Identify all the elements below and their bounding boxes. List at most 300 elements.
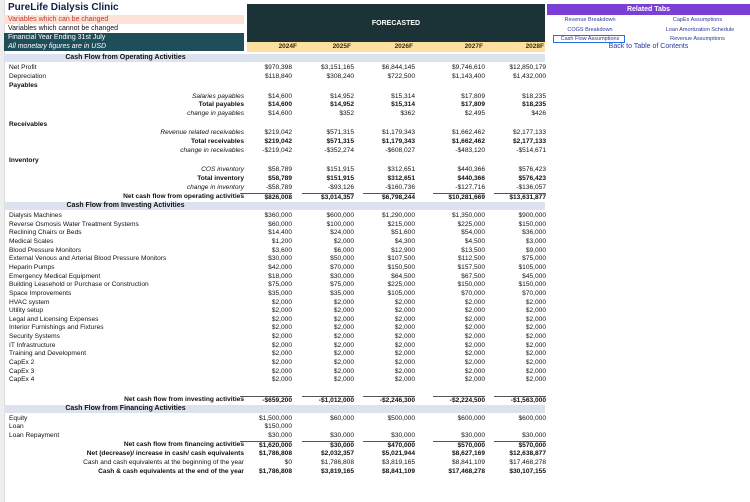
section-operating: Cash Flow from Operating Activities [4,54,545,62]
value-cell[interactable]: $150,000 [518,220,546,228]
row-label: Loan [9,423,24,430]
value-cell[interactable]: $440,366 [457,175,485,182]
row-label: Net Profit [9,64,37,71]
value-cell[interactable]: $2,000 [464,376,485,384]
row-label: Interior Furnishings and Fixtures [9,324,104,332]
value-cell[interactable]: $470,000 [363,441,415,450]
value-cell[interactable]: $35,000 [268,289,292,297]
value-cell[interactable]: $75,000 [522,255,546,263]
row-label: Utility setup [9,307,44,315]
value-cell[interactable]: $2,000 [271,359,292,367]
row-label: HVAC system [9,298,50,306]
table-row [0,450,750,458]
value-cell[interactable]: $151,915 [326,166,354,173]
value-cell[interactable]: $1,500,000 [258,415,292,422]
value-cell[interactable]: $1,786,808 [320,459,354,466]
value-cell[interactable]: $151,915 [326,175,354,182]
value-cell[interactable]: $157,500 [457,263,485,271]
value-cell[interactable]: -$659,200 [240,396,292,405]
table-row [0,376,750,384]
row-label: Total inventory [197,175,244,182]
value-cell[interactable]: -$352,274 [324,147,354,154]
value-cell[interactable]: $2,000 [333,298,354,306]
value-cell[interactable]: $1,786,808 [258,468,292,475]
value-cell[interactable]: $2,000 [464,324,485,332]
value-cell[interactable]: $362 [400,110,415,117]
value-cell[interactable]: $12,900 [391,246,415,254]
row-label: Legal and Licensing Expenses [9,315,99,323]
value-cell[interactable]: $10,281,669 [433,193,485,202]
value-cell[interactable]: -$483,120 [455,147,485,154]
row-label: Inventory [9,157,39,164]
value-cell[interactable]: -$136,057 [516,184,546,191]
value-cell[interactable]: $900,000 [518,212,546,219]
value-cell[interactable]: $1,179,343 [381,138,415,145]
value-cell[interactable]: $54,000 [461,229,485,237]
table-row [0,459,750,467]
value-cell[interactable]: $3,014,357 [302,193,354,202]
table-row [0,468,750,476]
value-cell[interactable]: $2,000 [525,333,546,341]
value-cell[interactable]: $2,000 [525,350,546,358]
value-cell[interactable]: $75,000 [330,281,354,289]
row-label: Net cash flow from financing activities [123,441,244,448]
value-cell[interactable]: $2,177,133 [512,138,546,145]
value-cell[interactable]: $2,000 [464,341,485,349]
value-cell[interactable]: $3,151,165 [320,64,354,71]
row-label: Blood Pressure Monitors [9,246,82,254]
value-cell[interactable]: $360,000 [264,212,292,219]
table-row [0,129,750,137]
tab-loan-amortization[interactable]: Loan Amortization Schedule [665,27,735,33]
year-2024: 2024F [278,43,297,50]
value-cell[interactable]: $600,000 [518,415,546,422]
value-cell[interactable]: $4,300 [394,237,415,245]
value-cell[interactable]: $215,000 [387,220,415,228]
value-cell[interactable]: $576,423 [518,166,546,173]
value-cell[interactable]: $2,000 [333,350,354,358]
table-row [0,229,750,237]
row-label: Salaries payables [191,93,244,100]
value-cell[interactable]: $60,000 [268,220,292,228]
back-to-contents-link[interactable]: Back to Table of Contents [608,43,689,50]
row-label: COS inventory [201,166,244,173]
value-cell[interactable]: $2,000 [333,333,354,341]
value-cell[interactable]: $1,620,000 [240,441,292,450]
value-cell[interactable]: $30,000 [268,432,292,439]
value-cell[interactable]: $150,500 [387,263,415,271]
table-row [0,255,750,263]
value-cell[interactable]: $45,000 [522,272,546,280]
clinic-title: PureLife Dialysis Clinic [8,2,119,13]
value-cell[interactable]: $2,000 [464,359,485,367]
table-row [0,82,750,90]
value-cell[interactable]: $2,000 [394,341,415,349]
value-cell[interactable]: $24,000 [330,229,354,237]
value-cell[interactable]: $107,500 [387,255,415,263]
value-cell[interactable]: $30,000 [302,441,354,450]
value-cell[interactable]: $312,651 [387,166,415,173]
row-label: Security Systems [9,333,60,341]
value-cell[interactable]: $2,000 [464,367,485,375]
value-cell[interactable]: $30,000 [268,255,292,263]
row-label: IT Infrastructure [9,341,56,349]
value-cell[interactable]: $1,290,000 [381,212,415,219]
table-row [0,64,750,72]
value-cell[interactable]: $2,000 [464,333,485,341]
value-cell[interactable]: $2,000 [333,367,354,375]
value-cell[interactable]: $440,366 [457,166,485,173]
value-cell[interactable]: $2,000 [525,376,546,384]
value-cell[interactable]: $2,000 [271,298,292,306]
year-2028: 2028F [525,43,544,50]
table-row [0,368,750,376]
value-cell[interactable]: $14,600 [268,101,292,108]
value-cell[interactable]: $14,952 [330,93,354,100]
value-cell[interactable]: $2,000 [464,298,485,306]
value-cell[interactable]: $6,798,244 [363,193,415,202]
value-cell[interactable]: $826,008 [240,193,292,202]
value-cell[interactable]: $2,177,133 [512,129,546,136]
value-cell[interactable]: $426 [531,110,546,117]
table-row [0,121,750,129]
row-label: CapEx 2 [9,359,35,367]
value-cell[interactable]: $3,819,165 [320,468,354,475]
value-cell[interactable]: $2,000 [271,333,292,341]
value-cell[interactable]: $112,500 [457,255,485,263]
value-cell[interactable]: $2,000 [333,324,354,332]
table-row [0,193,750,201]
forecast-header: FORECASTED [247,4,545,42]
tab-revenue-breakdown[interactable]: Revenue Breakdown [564,17,616,23]
value-cell[interactable]: $2,000 [464,307,485,315]
table-row [0,238,750,246]
row-label: Cash & cash equivalents at the end of the year [98,468,244,475]
value-cell[interactable]: -$127,716 [455,184,485,191]
value-cell[interactable]: $75,000 [268,281,292,289]
row-label: Medical Scales [9,237,54,245]
value-cell[interactable]: $2,000 [525,341,546,349]
row-label: Depreciation [9,73,47,80]
row-label: Net cash flow from operating activities [123,193,244,200]
row-label: Loan Repayment [9,432,60,439]
value-cell[interactable]: -$1,012,000 [302,396,354,405]
table-row [0,333,750,341]
section-investing: Cash Flow from Investing Activities [4,202,545,210]
table-row [0,281,750,289]
value-cell[interactable]: $571,315 [326,129,354,136]
row-label: External Venous and Arterial Blood Pressure Monitors [9,255,167,263]
value-cell[interactable]: $6,844,145 [381,64,415,71]
table-row [0,138,750,146]
value-cell[interactable]: $1,200 [271,237,292,245]
value-cell[interactable]: $13,631,877 [494,193,546,202]
value-cell[interactable]: $14,400 [268,229,292,237]
value-cell[interactable]: $15,314 [391,93,415,100]
row-label: Heparin Pumps [9,263,55,271]
table-row [0,264,750,272]
value-cell[interactable]: $150,000 [518,281,546,289]
value-cell[interactable]: $2,495 [464,110,485,117]
value-cell[interactable]: -$160,736 [385,184,415,191]
value-cell[interactable]: $70,000 [522,289,546,297]
value-cell[interactable]: $4,500 [464,237,485,245]
row-label: CapEx 4 [9,376,35,384]
value-cell[interactable]: $150,000 [457,281,485,289]
value-cell[interactable]: $3,000 [525,237,546,245]
value-cell[interactable]: $576,423 [518,175,546,182]
value-cell[interactable]: $219,042 [264,138,292,145]
value-cell[interactable]: $2,000 [271,324,292,332]
value-cell[interactable]: $2,000 [271,307,292,315]
value-cell[interactable]: $571,315 [326,138,354,145]
row-label: Payables [9,82,38,89]
value-cell[interactable]: $30,000 [330,272,354,280]
value-cell[interactable]: $570,000 [494,441,546,450]
year-2027: 2027F [464,43,483,50]
value-cell[interactable]: $2,000 [525,359,546,367]
value-cell[interactable]: $1,662,462 [451,129,485,136]
value-cell[interactable]: $30,000 [461,432,485,439]
table-row [0,359,750,367]
value-cell[interactable]: $600,000 [326,212,354,219]
table-row [0,290,750,298]
table-row [0,212,750,220]
value-cell[interactable]: $14,600 [268,93,292,100]
value-cell[interactable]: $308,240 [326,73,354,80]
table-row [0,93,750,101]
value-cell[interactable]: $225,000 [387,281,415,289]
table-row [0,342,750,350]
value-cell[interactable]: $0 [284,459,292,466]
value-cell[interactable]: $2,000 [333,341,354,349]
selected-cell-outline [553,35,625,43]
legend-fixed: Variables which cannot be changed [8,25,119,32]
value-cell[interactable]: $118,840 [264,73,292,80]
value-cell[interactable]: $2,000 [271,350,292,358]
row-label: Space Improvements [9,289,72,297]
value-cell[interactable]: $30,000 [391,432,415,439]
value-cell[interactable]: $60,000 [330,415,354,422]
value-cell[interactable]: $17,468,278 [509,459,546,466]
value-cell[interactable]: $2,000 [394,307,415,315]
value-cell[interactable]: $6,000 [333,246,354,254]
tab-cash-flow-assumptions[interactable]: Cash Flow Assumptions [560,36,620,42]
value-cell[interactable]: $1,179,343 [381,129,415,136]
row-label: change in receivables [180,147,244,154]
value-cell[interactable]: $14,600 [268,110,292,117]
value-cell[interactable]: $2,000 [394,359,415,367]
tab-cogs-breakdown[interactable]: COGS Breakdown [567,27,613,33]
value-cell[interactable]: $1,786,808 [258,450,292,457]
value-cell[interactable]: $18,235 [522,93,546,100]
value-cell[interactable]: $42,000 [268,263,292,271]
value-cell[interactable]: $51,600 [391,229,415,237]
tab-capex-assumptions[interactable]: CapEx Assumptions [672,17,723,23]
value-cell[interactable]: $12,850,179 [509,64,546,71]
value-cell[interactable]: $219,042 [264,129,292,136]
value-cell[interactable]: $2,000 [394,367,415,375]
value-cell[interactable]: $2,000 [271,367,292,375]
value-cell[interactable]: $8,841,109 [381,468,415,475]
value-cell[interactable]: $500,000 [387,415,415,422]
value-cell[interactable]: $13,500 [461,246,485,254]
table-row [0,147,750,155]
row-label: Cash and cash equivalents at the beginning of the year [83,459,244,466]
value-cell[interactable]: $17,809 [461,101,485,108]
table-row [0,247,750,255]
value-cell[interactable]: $2,000 [271,376,292,384]
table-row [0,324,750,332]
value-cell[interactable]: $58,789 [268,166,292,173]
value-cell[interactable]: $1,662,462 [451,138,485,145]
value-cell[interactable]: $8,627,169 [451,450,485,457]
value-cell[interactable]: $2,000 [333,307,354,315]
table-row [0,101,750,109]
value-cell[interactable]: $100,000 [326,220,354,228]
value-cell[interactable]: $17,809 [461,93,485,100]
table-row [0,73,750,81]
value-cell[interactable]: $58,789 [268,175,292,182]
row-label: Dialysis Machines [9,212,62,219]
value-cell[interactable]: $2,000 [525,315,546,323]
legend-currency: All monetary figures are in USD [4,42,244,51]
table-row [0,396,750,404]
value-cell[interactable]: $2,000 [394,315,415,323]
value-cell[interactable]: $105,000 [387,289,415,297]
row-label: Reverse Osmosis Water Treatment Systems [9,220,139,228]
value-cell[interactable]: $70,000 [330,263,354,271]
value-cell[interactable]: $3,819,165 [381,459,415,466]
table-row [0,441,750,449]
value-cell[interactable]: $30,000 [522,432,546,439]
year-header-band [247,42,545,52]
value-cell[interactable]: $50,000 [330,255,354,263]
table-row [0,221,750,229]
value-cell[interactable]: $64,500 [391,272,415,280]
table-row [0,415,750,423]
value-cell[interactable]: $2,000 [394,376,415,384]
value-cell[interactable]: $2,000 [271,315,292,323]
value-cell[interactable]: $570,000 [433,441,485,450]
value-cell[interactable]: $2,000 [464,350,485,358]
value-cell[interactable]: $36,000 [522,229,546,237]
value-cell[interactable]: $2,032,357 [320,450,354,457]
row-label: Total payables [198,101,244,108]
value-cell[interactable]: $2,000 [394,324,415,332]
row-label: Equity [9,415,28,422]
table-row [0,316,750,324]
value-cell[interactable]: $105,000 [518,263,546,271]
value-cell[interactable]: $2,000 [394,350,415,358]
value-cell[interactable]: -$608,027 [385,147,415,154]
value-cell[interactable]: -$514,671 [516,147,546,154]
table-row [0,423,750,431]
table-row [0,432,750,440]
value-cell[interactable]: $9,746,610 [451,64,485,71]
value-cell[interactable]: $2,000 [525,324,546,332]
row-label: Receivables [9,121,48,128]
value-cell[interactable]: $5,021,944 [381,450,415,457]
value-cell[interactable]: $2,000 [525,367,546,375]
value-cell[interactable]: -$93,126 [327,184,354,191]
section-financing: Cash Flow from Financing Activities [4,405,545,413]
value-cell[interactable]: $2,000 [525,307,546,315]
value-cell[interactable]: $30,000 [330,432,354,439]
row-label: Revenue related receivables [160,129,244,136]
value-cell[interactable]: $150,000 [264,423,292,430]
table-row [0,299,750,307]
row-label: Net cash flow from investing activities [124,396,244,403]
value-cell[interactable]: $600,000 [457,415,485,422]
value-cell[interactable]: $2,000 [333,315,354,323]
row-label: Building Leasehold or Purchase or Construction [9,281,149,289]
value-cell[interactable]: $1,350,000 [451,212,485,219]
value-cell[interactable]: $2,000 [394,333,415,341]
value-cell[interactable]: $9,000 [525,246,546,254]
value-cell[interactable]: $2,000 [333,359,354,367]
value-cell[interactable]: $2,000 [525,298,546,306]
value-cell[interactable]: $17,468,278 [448,468,485,475]
row-label: Total receivables [190,138,244,145]
row-label: Emergency Medical Equipment [9,272,101,280]
value-cell[interactable]: -$58,789 [265,184,292,191]
value-cell[interactable]: $3,600 [271,246,292,254]
value-cell[interactable]: $18,235 [522,101,546,108]
table-row [0,184,750,192]
value-cell[interactable]: $225,000 [457,220,485,228]
legend-financial-year: Financial Year Ending 31st July [4,33,244,42]
tab-revenue-assumptions[interactable]: Revenue Assumptions [670,36,725,42]
value-cell[interactable]: $14,952 [330,101,354,108]
value-cell[interactable]: $15,314 [391,101,415,108]
value-cell[interactable]: -$219,042 [262,147,292,154]
value-cell[interactable]: $352 [339,110,354,117]
value-cell[interactable]: $12,638,877 [509,450,546,457]
value-cell[interactable]: $970,398 [264,64,292,71]
value-cell[interactable]: $1,143,400 [451,73,485,80]
row-label: change in inventory [186,184,244,191]
year-2025: 2025F [332,43,351,50]
value-cell[interactable]: $8,841,109 [451,459,485,466]
value-cell[interactable]: $70,000 [461,289,485,297]
value-cell[interactable]: $18,000 [268,272,292,280]
table-row [0,175,750,183]
legend-changeable: Variables which can be changed [4,15,244,24]
value-cell[interactable]: -$2,246,300 [363,396,415,405]
table-row [0,110,750,118]
value-cell[interactable]: $2,000 [333,376,354,384]
row-label: Net (decrease)/ increase in cash/ cash equivalents [86,450,244,457]
value-cell[interactable]: $2,000 [394,298,415,306]
value-cell[interactable]: $2,000 [271,341,292,349]
related-tabs-header: Related Tabs [547,4,750,15]
row-label: Reclining Chairs or Beds [9,229,82,237]
value-cell[interactable]: $722,500 [387,73,415,80]
value-cell[interactable]: $67,500 [461,272,485,280]
value-cell[interactable]: $2,000 [333,237,354,245]
value-cell[interactable]: $1,432,000 [512,73,546,80]
table-row [0,166,750,174]
value-cell[interactable]: $2,000 [464,315,485,323]
value-cell[interactable]: -$1,563,000 [494,396,546,405]
value-cell[interactable]: $30,107,155 [509,468,546,475]
row-label: Training and Development [9,350,87,358]
value-cell[interactable]: -$2,224,500 [433,396,485,405]
table-row [0,307,750,315]
value-cell[interactable]: $312,651 [387,175,415,182]
value-cell[interactable]: $35,000 [330,289,354,297]
